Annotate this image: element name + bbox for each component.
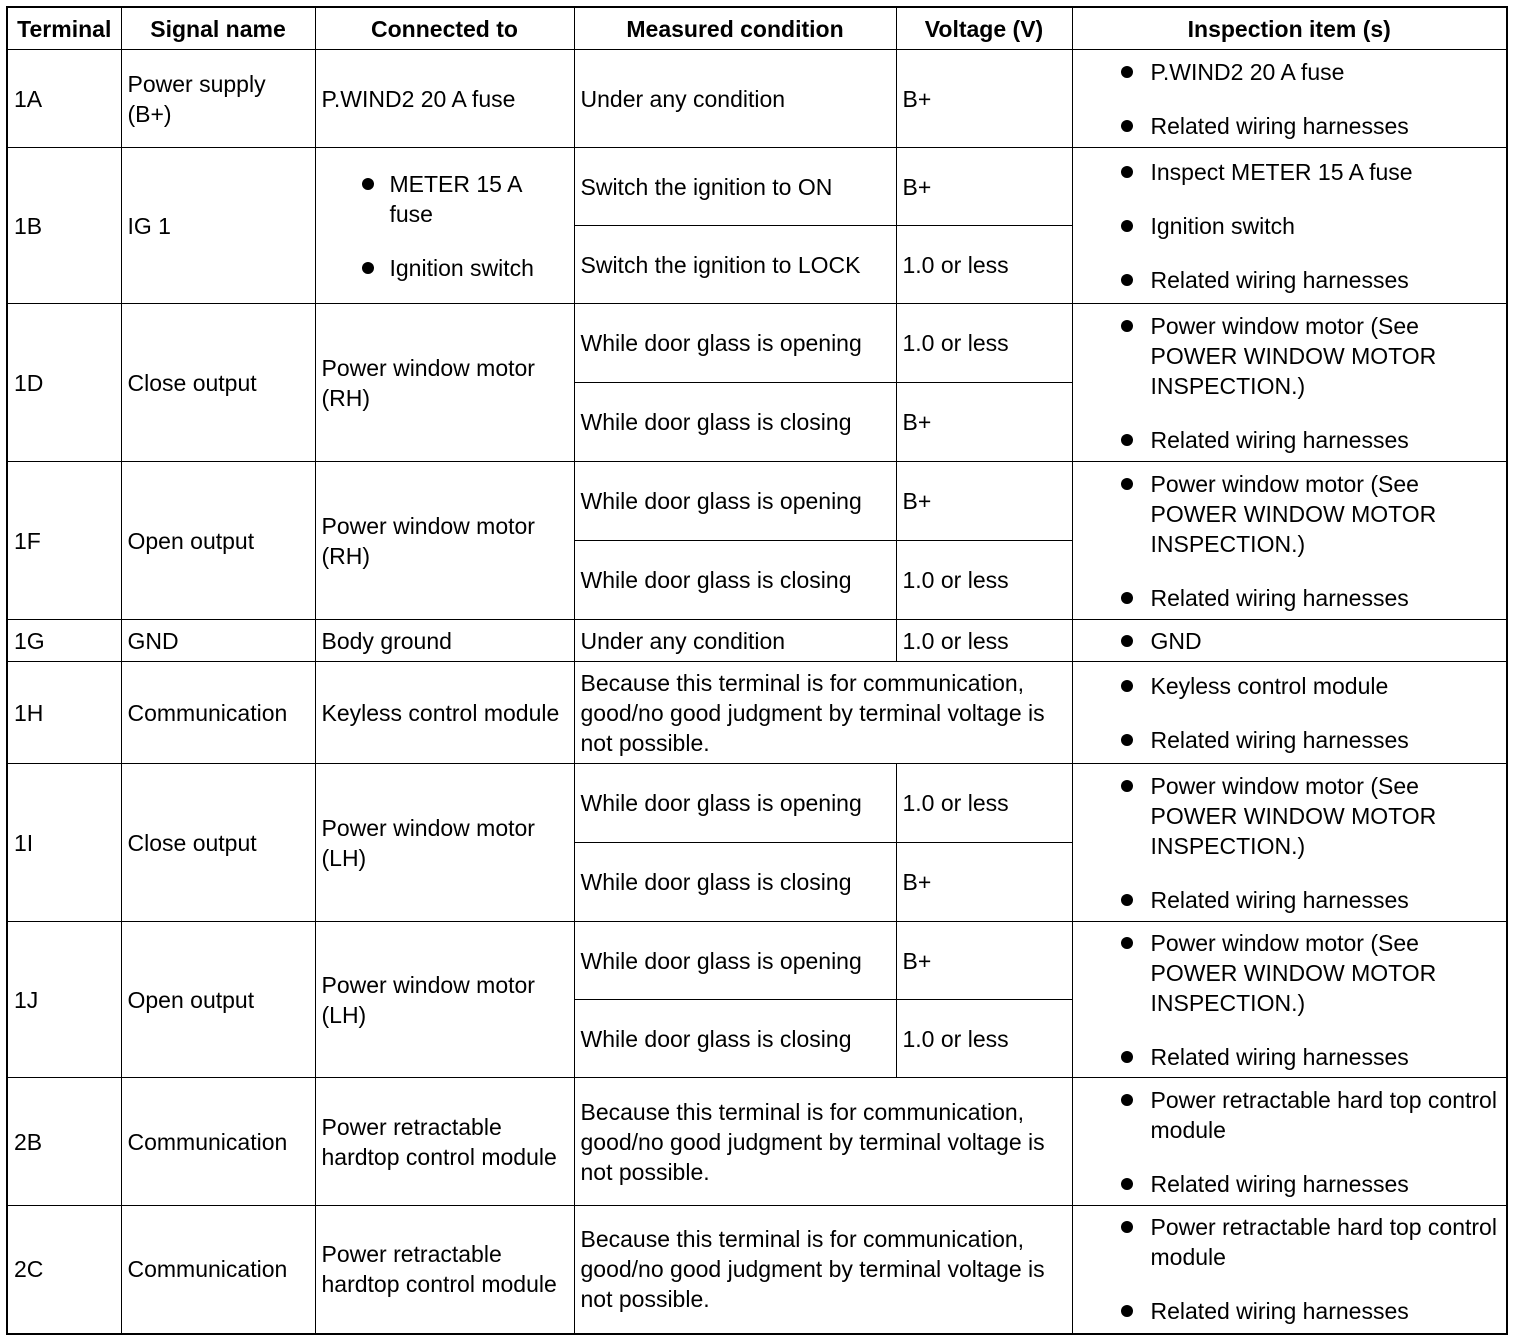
signal-cell: Open output: [121, 922, 315, 1078]
condition-cell: While door glass is closing: [574, 383, 896, 462]
inspection-list: [1079, 771, 1501, 915]
signal-cell: GND: [121, 620, 315, 662]
table-row: [7, 148, 1507, 226]
signal-cell: Power supply (B+): [121, 50, 315, 148]
table-row: [7, 462, 1507, 541]
voltage-cell: B+: [896, 383, 1072, 462]
inspection-list: [1079, 1212, 1501, 1326]
inspection-cell: [1072, 662, 1507, 764]
table-row: [7, 1078, 1507, 1206]
voltage-cell: B+: [896, 148, 1072, 226]
inspection-item: Related wiring harnesses: [1079, 111, 1501, 141]
condition-cell: While door glass is opening: [574, 462, 896, 541]
inspection-item: Power window motor (See POWER WINDOW MOTOR INSPECTION.): [1079, 311, 1501, 401]
inspection-item: Related wiring harnesses: [1079, 583, 1501, 613]
signal-cell: Open output: [121, 462, 315, 620]
condition-cell: While door glass is opening: [574, 304, 896, 383]
header-row: [7, 7, 1507, 50]
terminal-cell: 1H: [7, 662, 121, 764]
connected-cell: [315, 148, 574, 304]
inspection-item: Related wiring harnesses: [1079, 725, 1501, 755]
inspection-cell: [1072, 1206, 1507, 1334]
header-connected-to: Connected to: [315, 7, 574, 50]
inspection-cell: [1072, 922, 1507, 1078]
condition-cell: Switch the ignition to ON: [574, 148, 896, 226]
terminal-cell: 2B: [7, 1078, 121, 1206]
connected-cell: Power retractable hardtop control module: [315, 1206, 574, 1334]
signal-cell: IG 1: [121, 148, 315, 304]
connected-cell: Keyless control module: [315, 662, 574, 764]
inspection-list: [1079, 1085, 1501, 1199]
header-inspection-items: Inspection item (s): [1072, 7, 1507, 50]
inspection-cell: [1072, 764, 1507, 922]
signal-cell: Close output: [121, 764, 315, 922]
inspection-list: [1079, 311, 1501, 455]
voltage-cell: 1.0 or less: [896, 226, 1072, 304]
condition-cell: While door glass is opening: [574, 764, 896, 843]
table-row: [7, 662, 1507, 764]
condition-cell: While door glass is closing: [574, 541, 896, 620]
signal-cell: Communication: [121, 1078, 315, 1206]
inspection-item: Related wiring harnesses: [1079, 885, 1501, 915]
inspection-item: Power window motor (See POWER WINDOW MOTOR INSPECTION.): [1079, 771, 1501, 861]
voltage-cell: 1.0 or less: [896, 541, 1072, 620]
inspection-item: Power retractable hard top control module: [1079, 1212, 1501, 1272]
inspection-item: Related wiring harnesses: [1079, 1169, 1501, 1199]
terminal-voltage-table: [6, 6, 1508, 1335]
connected-item: METER 15 A fuse: [322, 169, 568, 229]
terminal-cell: 1G: [7, 620, 121, 662]
table-row: [7, 50, 1507, 148]
inspection-item: Related wiring harnesses: [1079, 1296, 1501, 1326]
inspection-cell: [1072, 148, 1507, 304]
connected-cell: Power window motor (RH): [315, 304, 574, 462]
table-row: [7, 304, 1507, 383]
connected-cell: Power window motor (RH): [315, 462, 574, 620]
voltage-cell: 1.0 or less: [896, 620, 1072, 662]
inspection-cell: [1072, 1078, 1507, 1206]
connected-cell: P.WIND2 20 A fuse: [315, 50, 574, 148]
connected-list: [322, 169, 568, 283]
voltage-cell: 1.0 or less: [896, 1000, 1072, 1078]
inspection-list: [1079, 157, 1501, 295]
voltage-cell: 1.0 or less: [896, 764, 1072, 843]
condition-cell: Switch the ignition to LOCK: [574, 226, 896, 304]
condition-cell: While door glass is opening: [574, 922, 896, 1000]
voltage-cell: B+: [896, 462, 1072, 541]
connected-cell: Body ground: [315, 620, 574, 662]
signal-cell: Communication: [121, 662, 315, 764]
table-row: [7, 1206, 1507, 1334]
inspection-cell: [1072, 462, 1507, 620]
table-row: [7, 922, 1507, 1000]
table-row: [7, 620, 1507, 662]
inspection-item: Keyless control module: [1079, 671, 1501, 701]
inspection-item: Related wiring harnesses: [1079, 1042, 1501, 1072]
inspection-list: [1079, 671, 1501, 755]
condition-cell: While door glass is closing: [574, 843, 896, 922]
connected-cell: Power retractable hardtop control module: [315, 1078, 574, 1206]
inspection-cell: [1072, 50, 1507, 148]
terminal-cell: 1D: [7, 304, 121, 462]
condition-cell: Under any condition: [574, 620, 896, 662]
terminal-cell: 1F: [7, 462, 121, 620]
terminal-cell: 1B: [7, 148, 121, 304]
inspection-item: Power retractable hard top control module: [1079, 1085, 1501, 1145]
header-signal-name: Signal name: [121, 7, 315, 50]
inspection-list: [1079, 626, 1501, 656]
voltage-cell: B+: [896, 50, 1072, 148]
inspection-item: Ignition switch: [1079, 211, 1501, 241]
inspection-item: Inspect METER 15 A fuse: [1079, 157, 1501, 187]
inspection-cell: [1072, 304, 1507, 462]
header-terminal: Terminal: [7, 7, 121, 50]
voltage-cell: B+: [896, 843, 1072, 922]
condition-cell: Under any condition: [574, 50, 896, 148]
inspection-item: Power window motor (See POWER WINDOW MOTOR INSPECTION.): [1079, 469, 1501, 559]
signal-cell: Close output: [121, 304, 315, 462]
inspection-list: [1079, 928, 1501, 1072]
header-voltage: Voltage (V): [896, 7, 1072, 50]
inspection-item: GND: [1079, 626, 1501, 656]
voltage-cell: B+: [896, 922, 1072, 1000]
voltage-cell: 1.0 or less: [896, 304, 1072, 383]
terminal-cell: 2C: [7, 1206, 121, 1334]
connected-item: Ignition switch: [322, 253, 568, 283]
table-row: [7, 764, 1507, 843]
inspection-list: [1079, 469, 1501, 613]
terminal-cell: 1J: [7, 922, 121, 1078]
inspection-item: Related wiring harnesses: [1079, 425, 1501, 455]
condition-cell: While door glass is closing: [574, 1000, 896, 1078]
connected-cell: Power window motor (LH): [315, 764, 574, 922]
inspection-cell: [1072, 620, 1507, 662]
terminal-cell: 1A: [7, 50, 121, 148]
inspection-item: Power window motor (See POWER WINDOW MOTOR INSPECTION.): [1079, 928, 1501, 1018]
header-measured-condition: Measured condition: [574, 7, 896, 50]
communication-note: Because this terminal is for communication, good/no good judgment by terminal voltage is not possible.: [574, 1206, 1072, 1334]
inspection-list: [1079, 57, 1501, 141]
signal-cell: Communication: [121, 1206, 315, 1334]
communication-note: Because this terminal is for communication, good/no good judgment by terminal voltage is not possible.: [574, 662, 1072, 764]
connected-cell: Power window motor (LH): [315, 922, 574, 1078]
terminal-cell: 1I: [7, 764, 121, 922]
communication-note: Because this terminal is for communication, good/no good judgment by terminal voltage is not possible.: [574, 1078, 1072, 1206]
inspection-item: P.WIND2 20 A fuse: [1079, 57, 1501, 87]
inspection-item: Related wiring harnesses: [1079, 265, 1501, 295]
